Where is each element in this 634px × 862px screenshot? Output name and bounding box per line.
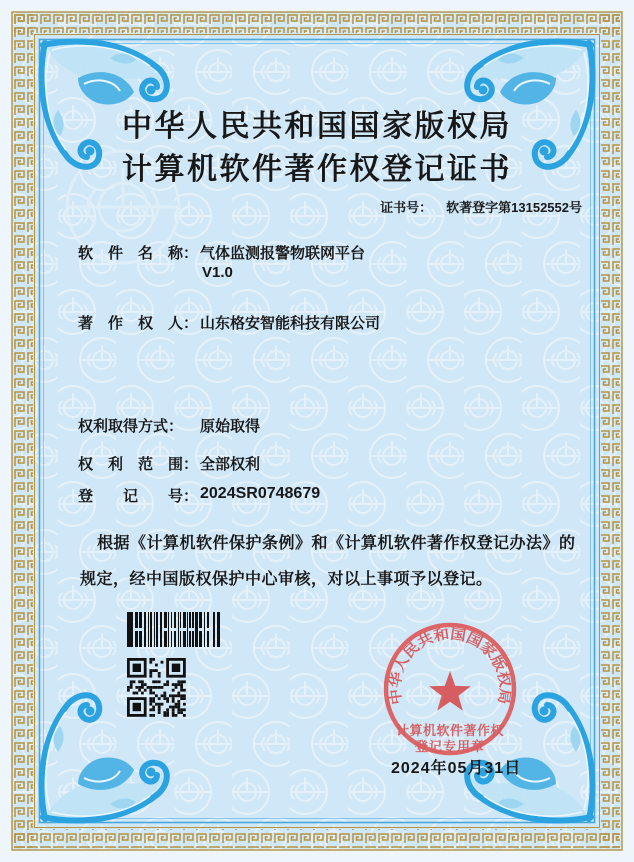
field-value-software-name: 气体监测报警物联网平台 [200, 245, 366, 262]
field-value-copyright-owner: 山东格安智能科技有限公司 [200, 315, 381, 332]
seal-line2: 登记专用章 [414, 739, 486, 754]
statement-line-2: 规定，经中国版权保护中心审核，对以上事项予以登记。 [80, 571, 493, 588]
seal-line1: 计算机软件著作权 [395, 723, 505, 738]
field-label-copyright-owner: 著 作 权 人： [78, 315, 199, 332]
field-label-registration-number: 登 记 号： [78, 488, 199, 505]
field-value-rights-scope: 全部权利 [200, 456, 261, 473]
certificate-number-value: 软著登字第13152552号 [446, 200, 582, 215]
field-label-rights-scope: 权 利 范 围： [78, 456, 199, 473]
field-value-software-version: V1.0 [202, 264, 233, 281]
field-value-acquisition-method: 原始取得 [200, 418, 261, 435]
registration-date: 2024年05月31日 [391, 760, 522, 777]
seal-arc-text: 中华人民共和国国家版权局 [386, 625, 514, 706]
certificate-number [380, 197, 582, 216]
statement-line-1: 根据《计算机软件保护条例》和《计算机软件著作权登记办法》的 [97, 535, 576, 552]
field-label-acquisition-method: 权利取得方式： [78, 418, 184, 435]
certificate-number-label: 证书号： [380, 200, 433, 215]
field-value-registration-number: 2024SR0748679 [200, 485, 321, 502]
doc-title: 计算机软件著作权登记证书 [122, 153, 512, 186]
field-label-software-name: 软 件 名 称： [78, 245, 199, 262]
issuer-title: 中华人民共和国国家版权局 [122, 110, 512, 143]
